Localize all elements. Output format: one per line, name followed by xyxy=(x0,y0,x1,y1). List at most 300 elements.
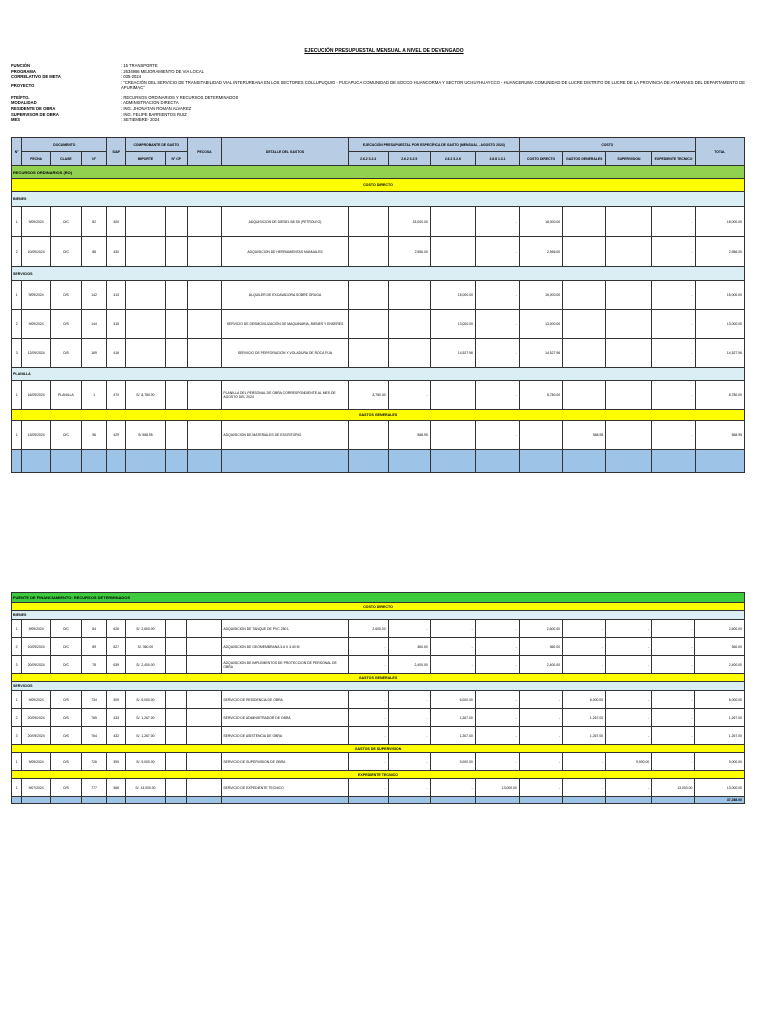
cell-e2: - xyxy=(388,620,430,638)
cell-number: 1 xyxy=(12,691,22,709)
cell-total: 1,267.00 xyxy=(695,709,745,727)
cell-c1: - xyxy=(519,727,562,745)
cell-fecha: 12/09/2024 xyxy=(22,339,51,368)
cell-detalle: ADQUISICION DE TANQUE DE PVC 250 L xyxy=(222,620,348,638)
bienes-row-label: BIENES xyxy=(12,192,745,207)
gastos-generales-row-label: GASTOS GENERALES xyxy=(12,410,745,421)
table-row xyxy=(12,638,745,656)
cell-ncp xyxy=(165,753,187,771)
summary-cell xyxy=(520,450,563,473)
col-n: N° xyxy=(12,138,22,166)
cell-total: 14,527.96 xyxy=(695,339,744,368)
meta-label: PROYECTO xyxy=(11,82,35,88)
cell-c2: - xyxy=(563,753,606,771)
table-row xyxy=(12,691,745,709)
summary-cell xyxy=(563,450,606,473)
meta-label: PROGRAMA xyxy=(11,68,36,74)
cell-e4: - xyxy=(475,620,519,638)
funding-source-row xyxy=(12,593,745,603)
cell-siaf: 416 xyxy=(107,339,125,368)
cell-e3: 6,000.00 xyxy=(430,691,475,709)
col-e3: 2.6.2 3.2.6 xyxy=(430,152,475,166)
cell-c3 xyxy=(606,339,652,368)
cell-c2 xyxy=(563,237,606,267)
cell-total: 13,000.00 xyxy=(695,310,744,339)
servicios-row xyxy=(12,267,745,281)
cell-pecosa xyxy=(187,727,222,745)
total-cell xyxy=(388,797,430,804)
cell-siaf: 639 xyxy=(107,656,125,674)
cell-c4: - xyxy=(652,709,695,727)
col-siaf: SIAF xyxy=(107,138,125,166)
cell-e1: - xyxy=(348,779,388,797)
cell-e3: - xyxy=(430,656,475,674)
header-row xyxy=(12,138,745,152)
cell-c4: - xyxy=(652,207,695,237)
gastos-supervision-row-label: GASTOS DE SUPERVISION xyxy=(12,745,745,753)
cell-e3: - xyxy=(430,620,475,638)
total-cell xyxy=(12,797,22,804)
cell-importe xyxy=(125,310,165,339)
servicios-row xyxy=(12,682,745,691)
cell-number: 1 xyxy=(12,281,22,310)
cell-importe: S/. 9,000.00 xyxy=(125,753,165,771)
cell-number: 2 xyxy=(12,638,22,656)
cell-fecha: 9/07/2024 xyxy=(22,779,51,797)
cell-clase: O/S xyxy=(50,779,81,797)
col-comprobante: COMPROBANTE DE GASTO xyxy=(125,138,187,152)
cell-detalle: ADQUISICION DE DIESEL B5 S5 (PETROLEO) xyxy=(222,207,348,237)
cell-e4: - xyxy=(475,656,519,674)
cell-e2: - xyxy=(388,709,430,727)
cell-e4: - xyxy=(475,310,519,339)
cell-fecha: 10/09/2024 xyxy=(22,237,51,267)
cell-e2 xyxy=(388,310,430,339)
cell-clase: O/S xyxy=(50,709,81,727)
col-clase: CLASE xyxy=(51,152,82,166)
summary-cell xyxy=(81,450,107,473)
cell-e2: 2,400.00 xyxy=(388,656,430,674)
col-documento: DOCUMENTO xyxy=(22,138,107,152)
total-cell xyxy=(22,797,51,804)
cell-c2: 6,000.00 xyxy=(563,691,606,709)
cell-detalle: SERVICIO DE ADMINISTRADOR DE OBRA xyxy=(222,709,348,727)
cell-pecosa xyxy=(187,709,222,727)
cell-ncp xyxy=(165,779,187,797)
cell-clase: O/C xyxy=(50,638,81,656)
cell-number: 1 xyxy=(12,421,22,450)
costo-directo-row xyxy=(12,179,745,192)
cell-c3 xyxy=(606,381,652,410)
cell-nro: 726 xyxy=(81,753,107,771)
costo-directo-row-label: COSTO DIRECTO xyxy=(12,179,745,192)
cell-siaf: 430 xyxy=(107,237,125,267)
cell-total: 6,000.00 xyxy=(695,691,745,709)
summary-cell xyxy=(652,450,695,473)
gastos-generales-row-label: GASTOS GENERALES xyxy=(12,674,745,682)
planilla-row xyxy=(12,368,745,381)
meta-label: MES xyxy=(11,117,21,123)
cell-detalle: ALQUILER DE EXCAVADORA SOBRE ORUGA xyxy=(222,281,348,310)
cell-clase: O/C xyxy=(50,620,81,638)
summary-cell xyxy=(187,450,222,473)
summary-cell xyxy=(22,450,51,473)
cell-importe xyxy=(125,339,165,368)
cell-c3 xyxy=(606,237,652,267)
cell-e3 xyxy=(430,381,475,410)
summary-cell xyxy=(606,450,652,473)
meta-row xyxy=(11,80,746,95)
cell-pecosa xyxy=(187,339,222,368)
table-row xyxy=(12,620,745,638)
cell-c1: - xyxy=(519,753,562,771)
cell-pecosa xyxy=(187,620,222,638)
summary-row xyxy=(12,450,745,473)
cell-nro: 777 xyxy=(81,779,107,797)
meta-value: : ADMINISTRACION DIRECTA xyxy=(121,100,179,106)
cell-e2: 568.95 xyxy=(388,421,430,450)
col-c1: COSTO DIRECTO xyxy=(520,152,563,166)
cell-clase: O/C xyxy=(51,237,82,267)
cell-nro: 82 xyxy=(81,207,107,237)
cell-fecha: 20/09/2024 xyxy=(22,709,51,727)
cell-e4: - xyxy=(475,421,519,450)
cell-e3: - xyxy=(430,638,475,656)
summary-cell xyxy=(107,450,125,473)
cell-fecha: 20/09/2024 xyxy=(22,656,51,674)
col-e4: 2.6.8 1.3.1 xyxy=(475,152,519,166)
cell-e3: 15,000.00 xyxy=(430,281,475,310)
funding-source-row xyxy=(12,166,745,179)
cell-ncp xyxy=(165,310,187,339)
cell-c1: 15,000.00 xyxy=(520,281,563,310)
cell-e1: - xyxy=(348,691,388,709)
cell-nro: 88 xyxy=(81,237,107,267)
cell-e2: 18,000.00 xyxy=(388,207,430,237)
cell-ncp xyxy=(165,421,187,450)
cell-e3: 13,000.00 xyxy=(430,310,475,339)
bienes-row-label: BIENES xyxy=(12,611,745,620)
cell-c3: - xyxy=(606,638,652,656)
table-row xyxy=(12,281,745,310)
cell-clase: O/S xyxy=(50,753,81,771)
meta-label: RESIDENTE DE OBRA xyxy=(11,105,56,111)
cell-number: 3 xyxy=(12,727,22,745)
meta-value: : ING. FELIPE BARRIENTOS RUIZ xyxy=(121,111,187,117)
total-cell xyxy=(165,797,187,804)
cell-total: 8,780.00 xyxy=(695,381,744,410)
col-ejecucion: EJECUCIÓN PRESUPUESTAL POR ESPECÍFICA DE GASTO (MENSUAL - AGOSTO 2024) xyxy=(348,138,519,152)
col-total: TOTAL xyxy=(695,138,744,166)
cell-e2: 2,556.00 xyxy=(388,237,430,267)
cell-e4: - xyxy=(475,709,519,727)
cell-e1: - xyxy=(348,727,388,745)
cell-c1: 2,556.00 xyxy=(520,237,563,267)
cell-importe: S/. 360.00 xyxy=(125,638,165,656)
cell-total: 2,600.00 xyxy=(695,620,745,638)
gastos-supervision-row xyxy=(12,745,745,753)
table-row xyxy=(12,339,745,368)
table-row xyxy=(12,207,745,237)
total-cell xyxy=(187,797,222,804)
cell-fecha: 9/09/2024 xyxy=(22,691,51,709)
cell-e4: - xyxy=(475,281,519,310)
cell-pecosa xyxy=(187,421,222,450)
meta-row xyxy=(11,117,746,123)
cell-importe xyxy=(125,237,165,267)
cell-e4: 13,000.00 xyxy=(475,779,519,797)
cell-nro: 144 xyxy=(81,310,107,339)
cell-number: 1 xyxy=(12,753,22,771)
ro-budget-table xyxy=(11,137,745,473)
meta-value: : "CREACIÓN DEL SERVICIO DE TRANSITABILIDAD VIAL INTERURBANA EN LOS SECTORES COLLUPUQUIO - PUCAPUCA COMUNIDAD DE SOCCO HUANCORMA Y SECTOR UCHUYHUAYCCO - HUANCERUMA COMUNIDAD DE LUCRE DISTRITO DE LUCRE DE LA PROVINCIA DE AYMARAES DEL DEPARTAMENTO DE APURIMAC" xyxy=(121,79,745,91)
cell-e1: - xyxy=(348,656,388,674)
col-pecosa: PECOSA xyxy=(187,138,222,166)
cell-e3: 14,527.96 xyxy=(430,339,475,368)
cell-e1 xyxy=(348,310,388,339)
cell-importe: S/. 1,267.00 xyxy=(125,727,165,745)
cell-total: 13,000.00 xyxy=(695,779,745,797)
cell-c1: 360.00 xyxy=(519,638,562,656)
meta-value: : SETIEMBRE- 2024 xyxy=(121,117,160,123)
cell-c2 xyxy=(563,339,606,368)
cell-nro: 1 xyxy=(81,381,107,410)
cell-c3 xyxy=(606,207,652,237)
cell-siaf: 400 xyxy=(107,207,125,237)
cell-e2: - xyxy=(388,381,430,410)
table-row xyxy=(12,779,745,797)
cell-e3: 1,267.00 xyxy=(430,727,475,745)
summary-cell xyxy=(430,450,475,473)
cell-e1: - xyxy=(348,638,388,656)
cell-c4: - xyxy=(652,638,695,656)
cell-c4: - xyxy=(652,421,695,450)
cell-fecha: 13/09/2024 xyxy=(22,421,51,450)
cell-pecosa xyxy=(187,656,222,674)
cell-siaf: 429 xyxy=(107,421,125,450)
cell-number: 3 xyxy=(12,339,22,368)
col-importe: IMPORTE xyxy=(125,152,165,166)
cell-number: 1 xyxy=(12,779,22,797)
cell-ncp xyxy=(165,237,187,267)
cell-pecosa xyxy=(187,691,222,709)
total-cell xyxy=(519,797,562,804)
cell-c2 xyxy=(563,310,606,339)
funding-source-row-label: FUENTE DE FINANCIAMIENTO: RECURSOS DETERMINADOS xyxy=(12,593,745,603)
cell-siaf: 390 xyxy=(107,753,125,771)
cell-ncp xyxy=(165,691,187,709)
total-cell xyxy=(563,797,606,804)
table-row xyxy=(12,381,745,410)
meta-label: CORRELATIVO DE META xyxy=(11,74,61,80)
col-fecha: FECHA xyxy=(22,152,51,166)
cell-c4: - xyxy=(652,310,695,339)
cell-e4: - xyxy=(475,691,519,709)
cell-c3: - xyxy=(606,709,652,727)
cell-ncp xyxy=(165,281,187,310)
table-row xyxy=(12,421,745,450)
cell-e4: - xyxy=(475,727,519,745)
cell-siaf: 627 xyxy=(107,638,125,656)
cell-e3: 9,000.00 xyxy=(430,753,475,771)
cell-siaf: 415 xyxy=(107,310,125,339)
cell-importe: S/. 1,267.00 xyxy=(125,709,165,727)
cell-clase: PLANILLA xyxy=(51,381,82,410)
cell-fecha: 9/09/2024 xyxy=(22,207,51,237)
cell-siaf: 366 xyxy=(107,779,125,797)
costo-directo-row xyxy=(12,603,745,611)
total-row xyxy=(12,797,745,804)
cell-e2 xyxy=(388,339,430,368)
cell-number: 1 xyxy=(12,620,22,638)
cell-e3: 1,267.00 xyxy=(430,709,475,727)
total-cell xyxy=(107,797,125,804)
cell-nro: 142 xyxy=(81,281,107,310)
cell-pecosa xyxy=(187,753,222,771)
table-row xyxy=(12,656,745,674)
cell-siaf: 626 xyxy=(107,620,125,638)
cell-detalle: SERVICIO DE EXPEDIENTE TECNICO xyxy=(222,779,348,797)
summary-cell xyxy=(475,450,519,473)
cell-siaf: 470 xyxy=(107,381,125,410)
summary-cell xyxy=(222,450,348,473)
cell-c2: - xyxy=(563,638,606,656)
cell-total: 9,000.00 xyxy=(695,753,745,771)
cell-c1: 18,000.00 xyxy=(520,207,563,237)
summary-cell xyxy=(695,450,744,473)
cell-detalle: SERVICIO DE ASISTENCIA DE OBRA xyxy=(222,727,348,745)
cell-c3: - xyxy=(606,727,652,745)
cell-ncp xyxy=(165,339,187,368)
cell-e2: - xyxy=(388,727,430,745)
cell-c4: - xyxy=(652,237,695,267)
col-nro: N° xyxy=(81,152,107,166)
total-cell xyxy=(475,797,519,804)
meta-value: : 2634986 MEJORAMIENTO DE VIA LOCAL xyxy=(121,68,205,74)
cell-c1: - xyxy=(519,779,562,797)
cell-c2: 1,267.00 xyxy=(563,727,606,745)
cell-c2 xyxy=(563,207,606,237)
cell-c2: - xyxy=(563,620,606,638)
col-c3: SUPERVISION xyxy=(606,152,652,166)
cell-ncp xyxy=(165,709,187,727)
cell-e3 xyxy=(430,237,475,267)
cell-pecosa xyxy=(187,237,222,267)
cell-e4: - xyxy=(475,339,519,368)
cell-number: 2 xyxy=(12,237,22,267)
cell-c1: - xyxy=(519,691,562,709)
cell-importe: S/. 2,400.00 xyxy=(125,656,165,674)
cell-c1: 2,600.00 xyxy=(519,620,562,638)
cell-number: 2 xyxy=(12,709,22,727)
planilla-row-label: PLANILLA xyxy=(12,368,745,381)
cell-e3: - xyxy=(430,779,475,797)
cell-importe: S/. 2,600.00 xyxy=(125,620,165,638)
cell-total: 18,000.00 xyxy=(695,207,744,237)
cell-siaf: 432 xyxy=(107,727,125,745)
cell-c2: - xyxy=(563,779,606,797)
cell-importe: S/. 13,000.00 xyxy=(125,779,165,797)
cell-importe xyxy=(125,207,165,237)
cell-c2: 568.95 xyxy=(563,421,606,450)
cell-nro: 78 xyxy=(81,656,107,674)
cell-detalle: ADQUISICION DE GEOMEMBRANA 3.6 X 3.40 M xyxy=(222,638,348,656)
cell-e2: 360.00 xyxy=(388,638,430,656)
cell-e1: - xyxy=(348,709,388,727)
cell-total: 1,267.00 xyxy=(695,727,745,745)
cell-ncp xyxy=(165,656,187,674)
meta-label: SUPERVISOR DE OBRA xyxy=(11,111,59,117)
cell-detalle: ADQUISICION DE IMPLEMENTOS DE PROTECCION DE PERSONAL DE OBRA xyxy=(222,656,348,674)
cell-e4: - xyxy=(475,207,519,237)
summary-cell xyxy=(125,450,165,473)
cell-c3 xyxy=(606,421,652,450)
cell-clase: O/C xyxy=(51,207,82,237)
cell-number: 2 xyxy=(12,310,22,339)
cell-c4: - xyxy=(652,691,695,709)
cell-e2: - xyxy=(388,753,430,771)
cell-e1 xyxy=(348,339,388,368)
cell-e4: - xyxy=(475,638,519,656)
table-row xyxy=(12,753,745,771)
table-row xyxy=(12,310,745,339)
cell-clase: O/S xyxy=(51,339,82,368)
summary-cell xyxy=(165,450,187,473)
cell-c4: 13,000.00 xyxy=(652,779,695,797)
cell-c1: 2,400.00 xyxy=(519,656,562,674)
cell-fecha: 9/09/2024 xyxy=(22,310,51,339)
cell-c4: - xyxy=(652,727,695,745)
cell-e1 xyxy=(348,281,388,310)
cell-clase: O/C xyxy=(50,656,81,674)
cell-ncp xyxy=(165,638,187,656)
cell-e1: - xyxy=(348,753,388,771)
cell-detalle: PLANILLA DEL PERSONAL DE OBRA CORRESPONDIENTE AL MES DE AGOSTO DEL 2024 xyxy=(222,381,348,410)
cell-fecha: 9/09/2024 xyxy=(22,281,51,310)
rd-budget-table xyxy=(11,592,745,804)
cell-c3: - xyxy=(606,620,652,638)
cell-c1: 14,527.96 xyxy=(520,339,563,368)
cell-fecha: 9/09/2024 xyxy=(22,620,51,638)
cell-ncp xyxy=(165,207,187,237)
cell-e1 xyxy=(348,421,388,450)
meta-value: : ING. JHONATAN ROMAN ALVAREZ xyxy=(121,105,192,111)
cell-e4: - xyxy=(475,237,519,267)
cell-nro: 89 xyxy=(81,638,107,656)
total-cell xyxy=(430,797,475,804)
bienes-row xyxy=(12,611,745,620)
cell-fecha: 9/09/2024 xyxy=(22,753,51,771)
cell-c3: - xyxy=(606,779,652,797)
cell-ncp xyxy=(165,727,187,745)
meta-label: FUNCIÓN xyxy=(11,63,31,68)
gastos-generales-row xyxy=(12,674,745,682)
cell-detalle: SERVICIO DE SUPERVISION DE OBRA xyxy=(222,753,348,771)
cell-nro: 84 xyxy=(81,620,107,638)
cell-c3: - xyxy=(606,691,652,709)
cell-pecosa xyxy=(187,779,222,797)
cell-importe: S/. 6,000.00 xyxy=(125,691,165,709)
cell-total: 15,000.00 xyxy=(695,281,744,310)
cell-clase: O/S xyxy=(51,281,82,310)
table-row xyxy=(12,709,745,727)
cell-e1 xyxy=(348,207,388,237)
cell-fecha: 20/09/2024 xyxy=(22,727,51,745)
gastos-generales-row xyxy=(12,410,745,421)
col-c4: EXPEDIENTE TECNICO xyxy=(652,152,695,166)
cell-e1: 2,600.00 xyxy=(348,620,388,638)
cell-c4: - xyxy=(652,620,695,638)
